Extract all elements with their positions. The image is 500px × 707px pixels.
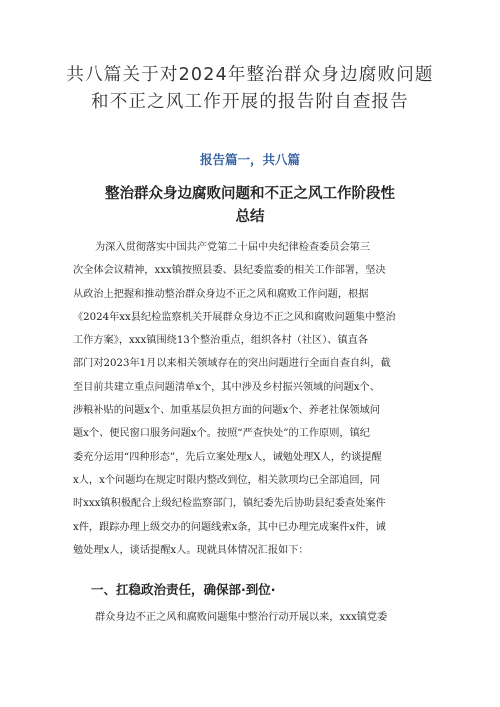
body-line: 勉处理x人，谈话提醒x人。现就具体情况汇报如下： (73, 544, 309, 556)
body-line: 委充分运用“四种形态”，先后立案处理x人，诫勉处理X人，约谈提醒 (73, 451, 382, 463)
body-paragraph-2: 群众身边不正之风和腐败问题集中整治行动开展以来，xxx镇党委 (95, 612, 388, 623)
document-title: 共八篇关于对2024年整治群众身边腐败问题和不正之风工作开展的报告附自查报告 (66, 65, 434, 112)
body-line: 至目前共建立重点问题清单x个，其中涉及乡村振兴领域的问题x个、 (73, 381, 380, 393)
article-title: 整治群众身边腐败问题和不正之风工作阶段性总结 (105, 186, 395, 225)
body-line: 从政治上把握和推动整治群众身边不正之风和腐败工作问题，根据 (73, 288, 369, 300)
body-line: x人，x个问题均在规定时限内整改到位，相关款项均已全部追回，同 (73, 474, 380, 486)
body-line: 为深入贯彻落实中国共产党第二十届中央纪律检查委员会第三 (95, 242, 371, 253)
body-line: 涉粮补贴的问题x个、加重基层负担方面的问题x个、养老社保领域问 (73, 405, 380, 417)
body-line: 工作方案》，xxx镇围绕13个整治重点，组织各村（社区）、镇直各 (73, 335, 369, 347)
body-line: 题x个、便民窗口服务问题x个。按照“严查快处”的工作原则，镇纪 (73, 428, 370, 440)
body-line: x件，跟踪办理上级交办的问题线索x条，其中已办理完成案件x件，诫 (73, 521, 386, 533)
body-line: 《2024年xx县纪检监察机关开展群众身边不正之风和腐败问题集中整治 (73, 311, 396, 323)
body-line: 时xxx镇积极配合上级纪检监察部门，镇纪委先后协助县纪委查处案件 (73, 498, 386, 510)
body-line: 部门对2023年1月以来相关领域存在的突出问题进行全面自查自纠，截 (73, 358, 391, 370)
body-paragraph (73, 236, 435, 562)
section-heading-1: 一、扛稳政治责任，确保部·到位· (91, 582, 276, 597)
body-line: 次全体会议精神，xxx镇按照县委、县纪委监委的相关工作部署，坚决 (73, 265, 386, 277)
section-label: 报告篇一，共八篇 (199, 152, 300, 167)
